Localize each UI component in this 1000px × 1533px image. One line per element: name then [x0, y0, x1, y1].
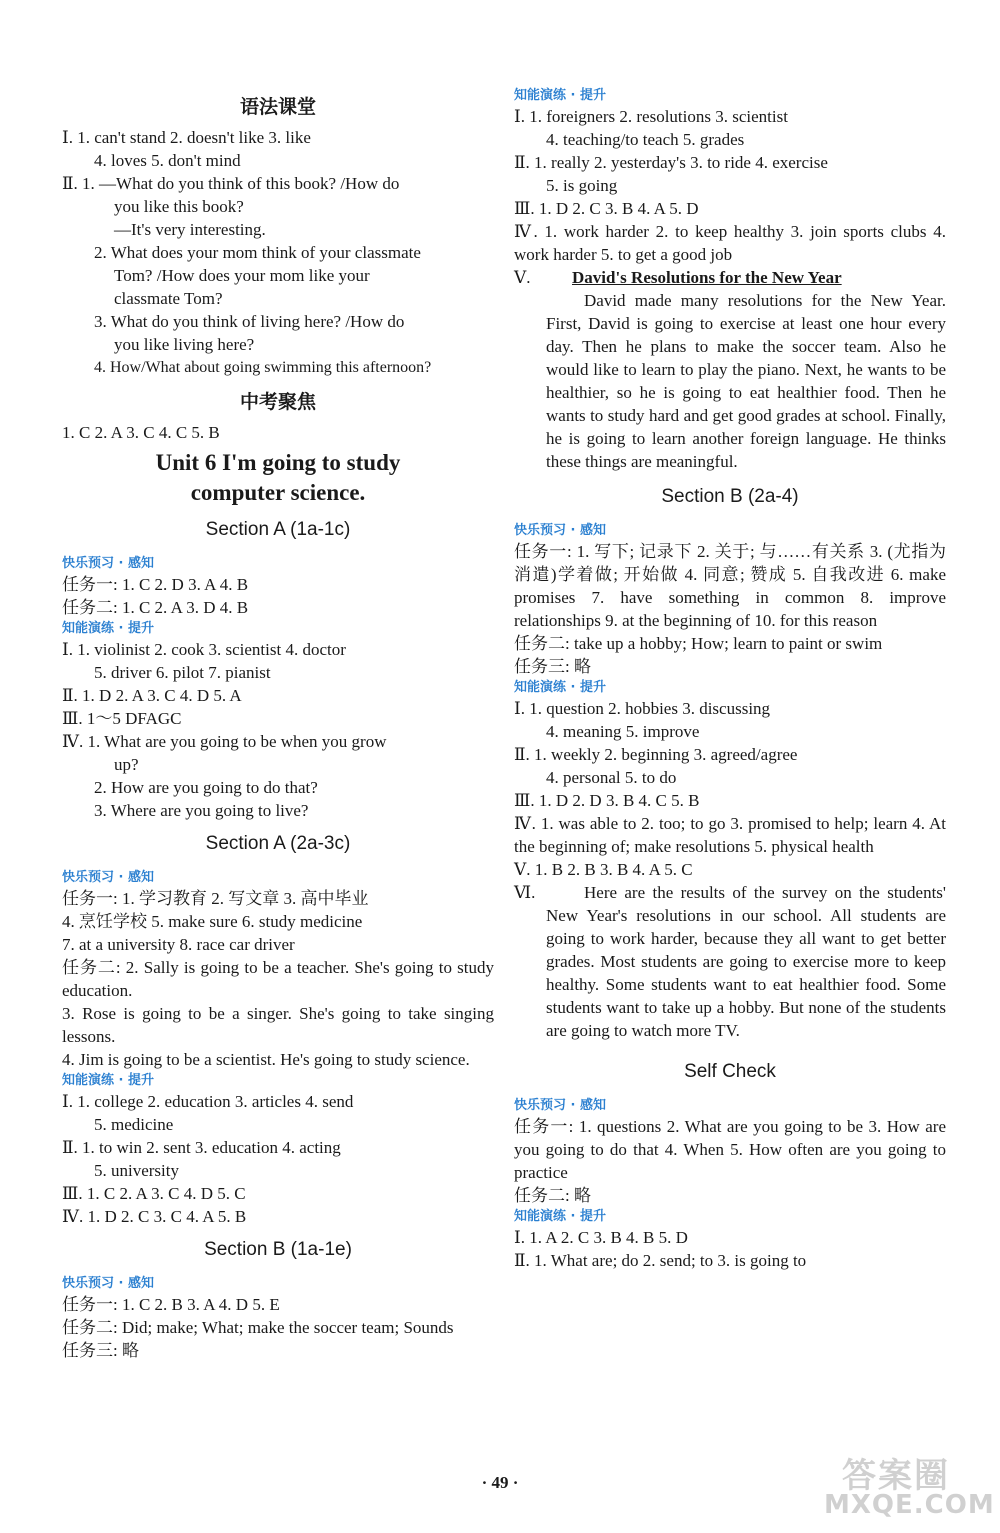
survey-report [514, 881, 946, 1042]
answer-line: 7. at a university 8. race car driver [62, 935, 295, 954]
answer-line: 任务三: 略 [514, 657, 591, 676]
answer-line: Tom? /How does your mom like your [114, 266, 370, 285]
answer-paragraph: 4. Jim is going to be a scientist. He's going to study science. [62, 1050, 470, 1069]
question-number: Ⅴ. [514, 268, 531, 287]
answer-line: 4. loves 5. don't mind [94, 151, 241, 170]
answer-line: 4. 烹饪学校 5. make sure 6. study medicine [62, 912, 363, 931]
watermark-url: MXQE.COM [824, 1490, 995, 1520]
answer-line: Ⅰ. 1. A 2. C 3. B 4. B 5. D [514, 1228, 688, 1247]
unit-title-line2: computer science. [190, 480, 366, 505]
answer-line: Ⅱ. 1. to win 2. sent 3. education 4. acting [62, 1138, 341, 1157]
answer-line: Ⅰ. 1. violinist 2. cook 3. scientist 4. doctor [62, 640, 346, 659]
answer-line: you like living here? [114, 335, 255, 354]
answer-line: Ⅲ. 1～5 DFAGC [62, 709, 182, 728]
section-tag: 快乐预习 · 感知 [62, 556, 154, 571]
answer-line: 任务二: 1. C 2. A 3. D 4. B [62, 598, 249, 617]
answer-line: —It's very interesting. [114, 220, 266, 239]
answer-line: 任务二: 略 [514, 1186, 591, 1205]
answer-line: 4. teaching/to teach 5. grades [546, 130, 745, 149]
question-number: Ⅵ. [514, 883, 536, 902]
essay-title: David's Resolutions for the New Year [572, 268, 842, 287]
section-tag: 快乐预习 · 感知 [514, 523, 606, 538]
answer-paragraph: 3. Rose is going to be a singer. She's going to take singing lessons. [62, 1004, 494, 1046]
section-heading: Section A (2a-3c) [205, 833, 351, 854]
section-tag: 知能演练 · 提升 [514, 88, 606, 103]
exam-focus-heading: 中考聚焦 [239, 391, 316, 413]
answer-line: Ⅱ. 1. weekly 2. beginning 3. agreed/agree [514, 745, 798, 764]
answer-line: Ⅰ. 1. foreigners 2. resolutions 3. scientist [514, 107, 788, 126]
answer-line: Ⅱ. 1. really 2. yesterday's 3. to ride 4. exercise [514, 153, 828, 172]
answer-line: Ⅰ. 1. question 2. hobbies 3. discussing [514, 699, 771, 718]
answer-line: 3. What do you think of living here? /How do [94, 312, 405, 331]
answer-line: 任务一: 1. 学习教育 2. 写文章 3. 高中毕业 [62, 889, 369, 908]
answer-paragraph: 任务一: 1. 写下; 记录下 2. 关于; 与……有关系 3. (尤指为消遣)学着做; 开始做 4. 同意; 赞成 5. 自我改进 6. make promises 7. have something in common 8. improve relationships 9. at the beginning of 10. for this reason [514, 542, 946, 630]
answer-line: Ⅲ. 1. D 2. D 3. B 4. C 5. B [514, 791, 700, 810]
answer-line: 2. How are you going to do that? [94, 778, 318, 797]
section-tag: 知能演练 · 提升 [62, 621, 154, 636]
watermark-text: 答案圈 [842, 1456, 950, 1496]
unit-title-line1: Unit 6 I'm going to study [155, 450, 401, 475]
answer-line: 5. driver 6. pilot 7. pianist [94, 663, 271, 682]
answer-line: 任务一: 1. C 2. D 3. A 4. B [62, 575, 249, 594]
answer-line: Ⅰ. 1. college 2. education 3. articles 4. send [62, 1092, 354, 1111]
section-tag: 知能演练 · 提升 [62, 1073, 154, 1088]
essay-title-line [514, 266, 946, 289]
answer-line: 5. is going [546, 176, 618, 195]
section-tag: 快乐预习 · 感知 [62, 1276, 154, 1291]
survey-report-body: Here are the results of the survey on the students' New Year's resolutions in our school. All students are going to work harder, because they all want to get better grades. Most students are going to exercise more to keep healthy. Some students want to eat healthier food. Some students want to take up a hobby. But none of the students are going to watch more TV. [546, 883, 946, 1040]
section-tag: 知能演练 · 提升 [514, 680, 606, 695]
right-column [514, 86, 946, 1272]
answer-line: Ⅱ. 1. D 2. A 3. C 4. D 5. A [62, 686, 242, 705]
answer-line: Ⅱ. 1. What are; do 2. send; to 3. is going to [514, 1251, 807, 1270]
answer-line: Ⅲ. 1. C 2. A 3. C 4. D 5. C [62, 1184, 246, 1203]
section-tag: 快乐预习 · 感知 [62, 870, 154, 885]
answer-line: 1. C 2. A 3. C 4. C 5. B [62, 423, 220, 442]
answer-line: Ⅲ. 1. D 2. C 3. B 4. A 5. D [514, 199, 699, 218]
answer-line: classmate Tom? [114, 289, 223, 308]
left-column [62, 84, 494, 1362]
answer-line: Ⅳ. 1. D 2. C 3. C 4. A 5. B [62, 1207, 247, 1226]
answer-paragraph: 任务一: 1. questions 2. What are you going to be 3. How are you going to do that 4. When 5. How often are you going to practice [514, 1117, 946, 1182]
answer-line: Ⅱ. 1. —What do you think of this book? /How do [62, 174, 400, 193]
answer-line: 5. medicine [94, 1115, 174, 1134]
section-heading: Self Check [684, 1061, 776, 1082]
answer-line: Ⅴ. 1. B 2. B 3. B 4. A 5. C [514, 860, 693, 879]
answer-paragraph: Ⅳ. 1. work harder 2. to keep healthy 3. join sports clubs 4. work harder 5. to get a good job [514, 222, 946, 264]
answer-paragraph: 任务二: take up a hobby; How; learn to paint or swim [514, 634, 883, 653]
answer-line: you like this book? [114, 197, 244, 216]
watermark-logo [812, 1444, 995, 1524]
answer-line: 3. Where are you going to live? [94, 801, 309, 820]
section-heading: Section B (2a-4) [661, 486, 799, 507]
section-heading: Section A (1a-1c) [205, 519, 351, 540]
answer-line: 4. How/What about going swimming this afternoon? [94, 359, 432, 376]
answer-paragraph: 任务二: Did; make; What; make the soccer team; Sounds [62, 1318, 454, 1337]
answer-paragraph: 任务二: 2. Sally is going to be a teacher. She's going to study education. [62, 958, 494, 1000]
section-tag: 知能演练 · 提升 [514, 1209, 606, 1224]
answer-paragraph: Ⅳ. 1. was able to 2. too; to go 3. promised to help; learn 4. At the beginning of; make resolutions 5. physical health [514, 814, 946, 856]
grammar-heading: 语法课堂 [239, 96, 316, 118]
answer-line: 5. university [94, 1161, 179, 1180]
answer-line: Ⅰ. 1. can't stand 2. doesn't like 3. like [62, 128, 311, 147]
page-number: · 49 · [481, 1473, 519, 1492]
section-tag: 快乐预习 · 感知 [514, 1098, 606, 1113]
answer-line: 任务一: 1. C 2. B 3. A 4. D 5. E [62, 1295, 280, 1314]
essay-body: David made many resolutions for the New Year. First, David is going to exercise at least one hour every day. Then he plans to make the soccer team. Also he would like to learn to play the piano. Next, he wants to be healthier, so he is going to eat healthier food. Then he wants to study hard and get good grades at school. Finally, he is going to learn another foreign language. He thinks these things are meaningful. [546, 291, 946, 471]
answer-line: Ⅳ. 1. What are you going to be when you grow [62, 732, 387, 751]
answer-line: 4. personal 5. to do [546, 768, 677, 787]
answer-line: 4. meaning 5. improve [546, 722, 700, 741]
answer-line: 任务三: 略 [62, 1341, 139, 1360]
answer-line: up? [114, 755, 139, 774]
section-heading: Section B (1a-1e) [204, 1239, 352, 1260]
answer-line: 2. What does your mom think of your classmate [94, 243, 421, 262]
